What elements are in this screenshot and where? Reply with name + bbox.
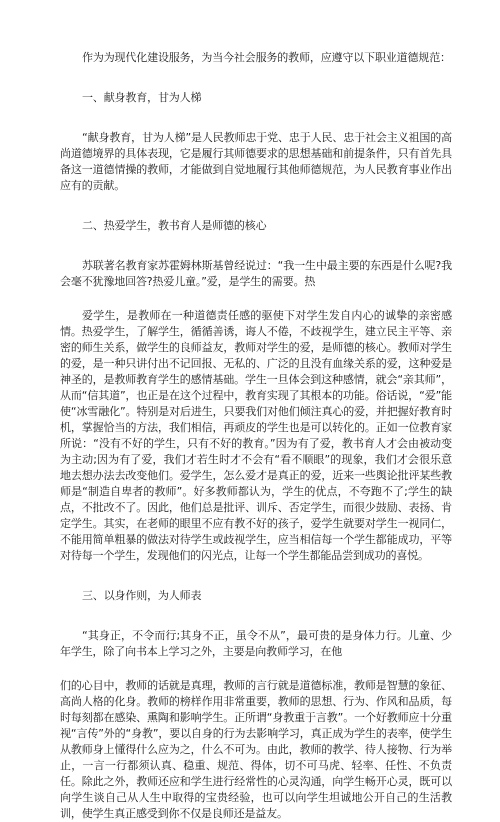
section-heading-3: 三、以身作则，为人师表 xyxy=(82,589,202,602)
intro-paragraph: 作为为现代化建设服务，为当今社会服务的教师，应遵守以下职业道德规范： xyxy=(82,51,451,64)
document-body xyxy=(60,50,452,822)
section-2-paragraph-1: 苏联著名教育家苏霍姆林斯基曾经说过：“我一生中最主要的东西是什么呢?我会毫不犹豫地回答?热爱儿童。”爱，是学生的需要。热 xyxy=(60,259,452,288)
section-1-paragraph-1: “献身教育，甘为人梯”是人民教师忠于党、忠于人民、忠于社会主义祖国的高尚道德境界的具体表现，它是履行其师德要求的思想基础和前提条件，只有首先具备这一道德情操的教师，才能做到自觉地履行其他师德规范，为人民教育事业作出应有的贡献。 xyxy=(60,131,452,192)
section-heading-1: 一、献身教育，甘为人梯 xyxy=(82,91,202,104)
section-2-paragraph-2: 爱学生，是教师在一种道德责任感的驱使下对学生发自内心的诚挚的亲密感情。热爱学生，了解学生，循循善诱，诲人不倦，不歧视学生，建立民主平等、亲密的师生关系，做学生的良师益友，教师对学生的爱，是师德的核心。教师对学生的爱，是一种只讲付出不记回报、无私的、广泛的且没有血缘关系的爱，这种爱是神圣的，是教师教育学生的感情基础。学生一旦体会到这种感情，就会“亲其师”，从而“信其道”，也正是在这个过程中，教育实现了其根本的功能。俗话说，“爱”能使“冰雪融化”。特别是对后进生，只要我们对他们倾注真心的爱，并把握好教育时机，掌握恰当的方法，我们相信，再顽皮的学生也是可以转化的。正如一位教育家所说：“没有不好的学生，只有不好的教育。”因为有了爱，教书育人才会由被动变为主动;因为有了爱，我们才若生时才不会有“看不顺眼”的现象，我们才会很乐意地去想办法去改变他们。爱学生，怎么爱才是真正的爱，近来一些舆论批评某些教师是“制造自卑者的教师”。好多教师都认为，学生的优点，不夸跑不了;学生的缺点，不批改不了。因此，他们总是批评、训斥、否定学生，而很少鼓励、表扬、肯定学生。其实，在老师的眼里不应有教不好的孩子，爱学生就要对学生一视同仁，不能用简单粗暴的做法对待学生或歧视学生，应当相信每一个学生都能成功，平等对待每一个学生，发现他们的闪光点，让每一个学生都能品尝到成功的喜悦。 xyxy=(60,309,452,562)
section-3-paragraph-2: 们的心目中，教师的话就是真理，教师的言行就是道德标准，教师是智慧的象征、高尚人格的化身。教师的榜样作用非常重要，教师的思想、行为、作风和品质，每时每刻都在感染、熏陶和影响学生。正所谓“身教重于言教”。一个好教师应十分重视“言传”外的“身教”，要以自身的行为去影响学习，真正成为学生的表率，使学生从教师身上懂得什么应为之，什么不可为。由此，教师的教学、待人接物、行为举止，一言一行都须认真、稳重、规范、得体，切不可马虎、轻率、任性、不负责任。除此之外，教师还应和学生进行经常性的心灵沟通，向学生畅开心灵，既可以向学生谈自己从人生中取得的宝贵经验，也可以向学生坦诚地公开自己的生活教训，使学生真正感受到你不仅是良师还是益友。 xyxy=(60,679,452,820)
section-3-paragraph-1: “其身正，不令而行;其身不正，虽令不从”，最可贵的是身体力行。儿童、少年学生，除了向书本上学习之外，主要是向教师学习，在他 xyxy=(60,629,452,658)
section-heading-2: 二、热爱学生，教书育人是师德的核心 xyxy=(82,219,267,232)
